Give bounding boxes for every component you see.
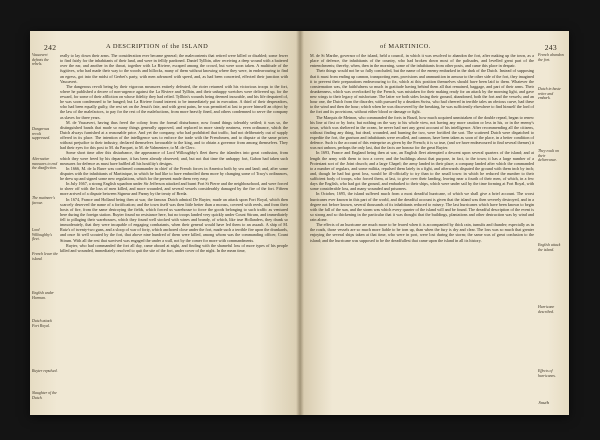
- right-body-text: [310, 53, 534, 243]
- right-margin-note: They exult on their deliverance.: [538, 149, 559, 162]
- left-margin-note: Lord Willoughby's fleet.: [32, 228, 53, 241]
- left-paragraph: Some short time after this disturbance, the appearance of Lord Willoughby's fleet threw the islanders into great confusion, from which they were freed by his departure, it has been already observed; and, but not that time the unhappy fort, Gabon had taken such measures for defence as must have baffled all his hostility's designs.: [60, 150, 288, 166]
- left-margin-note: Alternative measures to end the disaffection.: [32, 157, 58, 170]
- left-paragraph: Ruyter, who had commanded the fort all day, came aboard at night, and finding with the shameful loss of more types of his people killed and wounded, immediately resolved to quit the site of the fort, under cover of the night. In the mean time,: [60, 242, 288, 253]
- left-paragraph: In July 1667, a strong English squadron under Sir Jefferson attacked and burnt Fort St Pierre and the neighbourhood, and were forced to sheer off with the loss of men killed, and more wounded, and several vessels considerably damaged by the fire of the fort. Fifteen more arrived of a dispute between Signeur and Parmy by the treaty of Breda.: [60, 181, 288, 197]
- right-paragraph: M. de St Marthe, governor of the island, held a council, in which it was resolved to abandon the fort, after making up the town, as a place of defence, the inhabitants of the country, who had broken down most of the palisades, and levelled great part of the entrenchments; thereby, when, then in the morning, some of the inhabitants from other posts, and came this place in despair.: [310, 53, 534, 69]
- right-margin-note: Dutch in haste retire and embark.: [538, 87, 561, 100]
- left-paragraph: In 1674, France and Holland being then at war, the famous Dutch admiral De Ruyter, made an attack upon Fort Royal, which then scarcely deserved the name of a fortification; and the town itself was then little better than a morass, covered with reeds, and from their hosts of fire, from the same destroying the fields, which forced us warehouse to force the goods belonging to such traffic as ventured here during the foreign station. Ruyter found no resistance here, but no troops landed very quickly under Count Stirum, and immediately fell to pillaging their warehouses, which they found well stocked with wines and brandy, of which, like true Hollanders, they drank so immoderately, that they were incapable of engaging combatants, when their general would have led them to an assault. A ship of M. Ruiz's of twenty-two guns, and a sloop of war of forty, which anchored close under the fort, made such a terrible fire upon the drunkards, and once fit well scouted by the fort, that above nine hundred of them were killed, among whom was the commanding officer, Count Stirum. With all the rest that survived was engaged the under a wall, not by the comer for more with commandments.: [60, 196, 288, 243]
- left-margin-note: Slaughter of the Dutch.: [32, 391, 57, 400]
- left-paragraph: The dangerous revolt being by their vigorous measures entirely defeated, the rioter returned with his victorious troops to the fort, where he published a decree of non-urgence against the La Riviere and Tyllbin, and their unhappy wretches were delivered up, for the reward, for some of their affliction on whose fidelity they had relied. Tyllbin's wounds being deemed incurable, and his life despaired of, he was soon condemned to be hanged; but La Riviere found interest to be immediately put in execution. A third of their desperadoes, who had been equally guilty, the rest set on the Jesuit's fate, and with great pains, he was permitted at last to prove himself an object by the law of the malefactors, to pay for the rest of the malefactions, from more heavily fined, and others condemned to serve the company as slaves for three years.: [60, 83, 288, 120]
- left-margin-note: Dutch attack Fort Royal.: [32, 319, 52, 328]
- left-page: [30, 31, 300, 415]
- right-paragraph: Their things would not be so fully concluded, but the name of the enemy embarked in the dark of the Dutch. Instead of supposing that it must from ending up cannon, transporting men, provisions and ammunition in armour to the other side of the fort, they imagined it to prevent their preparations endeavouring to fix, which at this position themselves should have been laid to them. Whatever the consternation was, the faithfulness so much in gratitude having behind them all that remained, baggage, and part of their arms. Their drunkenness, which was overlooked by the French, was mistaken for their making ready for an attack by the morning light, and gave new wings to their legacy of misfortune. The latter we both sides losing their ground, abandoned, both the fort and the vessels; and an hour one, the Dutch from the disorder, with pursued by a drunken Swiss, who had cheered in terrible tales an obvious curve, had these to the wind and then the hour; which when he was discovered by the breaking, he was sufficiently elsewhere to find himself the lord of the fort and its provisions, without either blood or damage or fight.: [310, 68, 534, 115]
- left-margin-note: Ruyter repulsed.: [32, 369, 58, 373]
- right-running-title: of MARTINICO.: [380, 43, 431, 50]
- left-margin-note: English under Harman.: [32, 291, 54, 300]
- right-margin-note: Hurricane described.: [538, 305, 555, 314]
- right-margin-note: Effects of hurricanes.: [538, 369, 556, 378]
- left-paragraph: In 1666, M. de la Barre was confirmed commander in chief of the French forces in America both by sea and land; and, after some disputes with the inhabitants of Martinique, in which he had like to have embroiled them more by changing some of Tracy's ordinances, he drew up and signed some new regulations, which for the present made them very easy.: [60, 165, 288, 181]
- left-body-text: [60, 53, 288, 253]
- left-paragraph: really to lay down their arms. The consideration ever became general; the malecontents that retired were killed or disabled; some fewer to find fairly for the inhabitants of their land, and were in fellily pardoned. Daniel Tyllbin, after receiving a deep wound with a battered over the ear, and another in the throat, together with La Riviere, escaped among the crowd, but were soon taken. A multitude of the fugitives, who had made their way to the woods and hillocks, many of them without knowing where they were, in endeavouring to find an egress, got into the midst of Gerbet's party, with men advanced with speed, and, as had been concerted, effected their junction with Vaucavert.: [60, 53, 288, 84]
- left-paragraph: M. de Vaucavert, having thus freed the colony from the formal disturbance, now found things tolerably settled; it was so, the distinguished bands that made so many things generally approved, and replaced in more steady neatness, even ordinance, which the Dutch always furnished at a reasonable price. And yet the company, who had prohibited that traffic, had not deliberately out of supply offered in its place. The intention of the intelligence was to enforce the trade with the Frenchmen, and to dispute at the same prices without prejudice to their industry, declared themselves favourable to the king, and to obtain a governor from among themselves. They had their eyes for this post to M. du Parquet, to M. de Valmeniere, to M. de Clerc.: [60, 119, 288, 151]
- right-margin-note: English attack the island.: [538, 243, 561, 252]
- catchword: South: [538, 400, 549, 405]
- right-page-number: 243: [544, 43, 557, 52]
- open-book: [30, 31, 569, 415]
- left-page-number: 242: [44, 43, 57, 52]
- left-margin-note: Dangerous revolt suppressed.: [32, 127, 51, 140]
- book-gutter: [296, 31, 304, 415]
- right-paragraph: In October, 1695, the island suffered much from a most dreadful hurricane, of which we shall give a brief account. The worst hurricanes ever known in this part of the world, and the dreadful account is given that the island was then severely destroyed, and in a degree not before known, several thousands of its inhabitants reduced to misery. The last hurricanes which have been known to begin with the fall of the sun, and the storm was which every quarter of the island will and be found. The dreadful description of the event is so strong and so thickening in the particular that it was thought that the buildings, plantations and other destruction was by wind and rain alone.: [310, 191, 534, 222]
- left-running-title: A DESCRIPTION of the ISLAND: [106, 43, 209, 50]
- right-paragraph: The Marquis de Meinon, who commanded the forts in Brazil, how much acquired unmistaken of the double repeal, began to renew his line at first or by forts; but nothing on the way to his whole view, not having any more caution or less in his, or in the enemy's town, which was sheltered in the ocean, he never had met any great account of his intelligence. After recommending all the citizens, without finding any thing, but dead, wounded, and burning the two, were fortified the sort. The scattered Dutch were dispatched to expedite the fort, the garrison and inhabitants were recalled, and cannon, have been taken as soon of the place, in a better condition of defence. Such is the account of this enterprise as given by the French; it is so true, (and we have endeavoured to find several themes) it was not unborn, perhaps the only last, that the facts are honour for the great Ruyter.: [310, 114, 534, 151]
- left-margin-note: French leave the island.: [32, 252, 58, 261]
- right-paragraph: The effects of an hurricane are much more to be feared when it is accompanied by thick rain, tumults and thunder; especially as in the roads, those vessels are so much more liable to be torn up, than when the fury is dry and clear. The loss was so much that greater enjoying the several ships taken at that time, who were in port, were lost during the storm; the same was of great confusion to the island; and the hurricane was supposed to be the dreadfullest that came upon the island in all its history.: [310, 222, 534, 243]
- right-paragraph: In 1693, France and England being then at war, an English fleet attempted a descent upon several quarters of the island; and at length the army with them to two a cover; and the buildings about that purpose, in fact, to the town; it has a large number of a Protestant sort of the Joint church; and a large Chapel; the army landed in their place; a company landed after which the commanded to a number of regulars, and some militia, repulsed them lately in a fight, and afterwards disputed the ground with them inch by inch; and, though he had but great loss, would be ill-officially to try than to the small town: in which he reduced the number to their sufficient body of troops, who forced them, at last, to give over their landing, leaving near a fourth of their men, of which, in a few days the English, who had got the ground, and embarked to their ships, which were under sail by the time forming at Fort Royal, with some considerable loss, and many wounded and prisoners.: [310, 150, 534, 192]
- right-page: [300, 31, 569, 415]
- left-margin-note: The mutineer's favour.: [32, 196, 55, 205]
- right-margin-note: French abandon the fort.: [538, 53, 564, 62]
- left-margin-note: Vaucavert defeats the rebels.: [32, 53, 49, 66]
